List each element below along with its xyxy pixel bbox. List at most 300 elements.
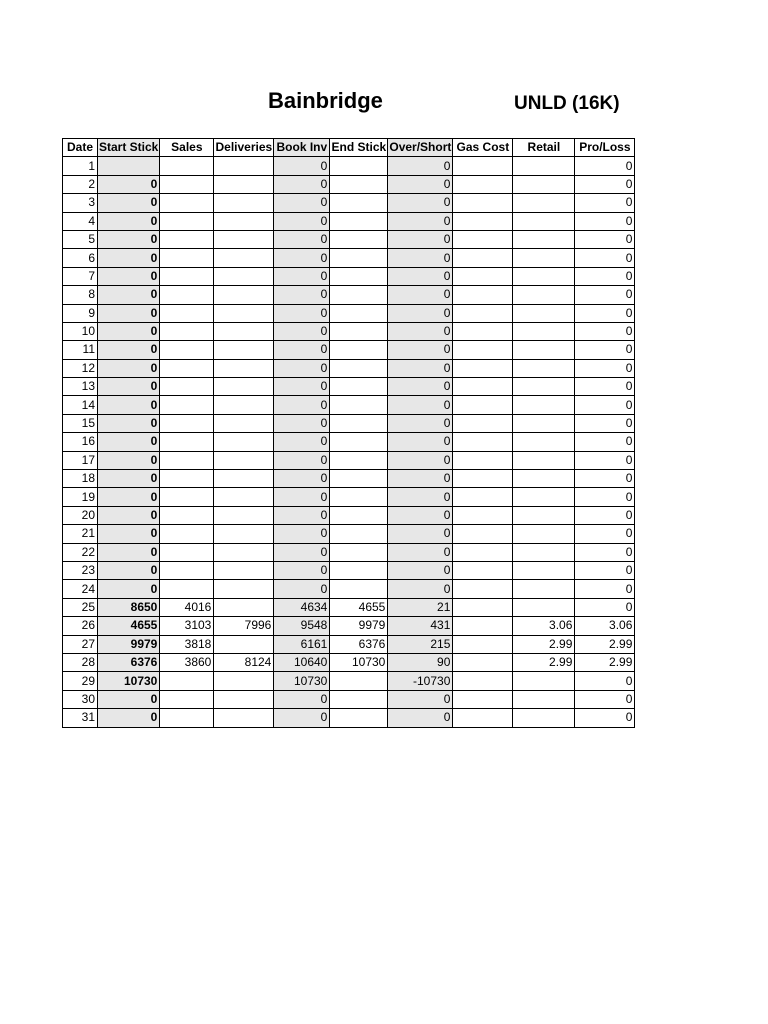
cell-start-stick: 0	[98, 561, 160, 579]
cell-gas-cost	[453, 598, 513, 616]
cell-sales	[160, 396, 214, 414]
cell-retail	[513, 341, 575, 359]
cell-deliveries	[214, 304, 274, 322]
cell-deliveries	[214, 690, 274, 708]
cell-start-stick: 0	[98, 304, 160, 322]
cell-date: 20	[63, 506, 98, 524]
cell-start-stick	[98, 157, 160, 175]
fuel-grade-label: UNLD (16K)	[514, 93, 620, 114]
cell-date: 14	[63, 396, 98, 414]
table-row	[63, 653, 635, 671]
cell-book-inv: 0	[274, 543, 330, 561]
table-row	[63, 470, 635, 488]
cell-end-stick	[330, 286, 388, 304]
cell-sales	[160, 690, 214, 708]
cell-date: 28	[63, 653, 98, 671]
cell-book-inv: 0	[274, 157, 330, 175]
header-row	[63, 139, 635, 157]
table-row	[63, 598, 635, 616]
cell-book-inv: 10730	[274, 672, 330, 690]
table-row	[63, 488, 635, 506]
cell-end-stick	[330, 194, 388, 212]
cell-end-stick	[330, 543, 388, 561]
cell-start-stick: 0	[98, 525, 160, 543]
cell-retail	[513, 267, 575, 285]
cell-gas-cost	[453, 304, 513, 322]
cell-gas-cost	[453, 433, 513, 451]
cell-gas-cost	[453, 451, 513, 469]
cell-over-short: 0	[388, 506, 453, 524]
cell-book-inv: 0	[274, 249, 330, 267]
cell-book-inv: 0	[274, 378, 330, 396]
cell-sales	[160, 561, 214, 579]
cell-start-stick: 8650	[98, 598, 160, 616]
table-row	[63, 433, 635, 451]
cell-deliveries	[214, 525, 274, 543]
cell-end-stick	[330, 304, 388, 322]
cell-pro-loss: 0	[575, 488, 635, 506]
cell-sales: 3818	[160, 635, 214, 653]
cell-sales	[160, 286, 214, 304]
cell-gas-cost	[453, 525, 513, 543]
cell-gas-cost	[453, 690, 513, 708]
cell-end-stick	[330, 690, 388, 708]
cell-sales	[160, 212, 214, 230]
cell-retail	[513, 580, 575, 598]
cell-retail	[513, 598, 575, 616]
cell-sales	[160, 304, 214, 322]
cell-start-stick: 0	[98, 230, 160, 248]
cell-pro-loss: 0	[575, 470, 635, 488]
cell-end-stick	[330, 525, 388, 543]
cell-end-stick: 6376	[330, 635, 388, 653]
cell-date: 8	[63, 286, 98, 304]
cell-gas-cost	[453, 543, 513, 561]
cell-over-short: 0	[388, 709, 453, 727]
cell-gas-cost	[453, 249, 513, 267]
cell-book-inv: 6161	[274, 635, 330, 653]
cell-deliveries	[214, 414, 274, 432]
cell-pro-loss: 0	[575, 580, 635, 598]
cell-over-short: 215	[388, 635, 453, 653]
cell-date: 15	[63, 414, 98, 432]
cell-gas-cost	[453, 672, 513, 690]
cell-pro-loss: 0	[575, 433, 635, 451]
table-row	[63, 267, 635, 285]
cell-deliveries	[214, 488, 274, 506]
cell-book-inv: 0	[274, 506, 330, 524]
cell-start-stick: 0	[98, 414, 160, 432]
cell-retail	[513, 304, 575, 322]
cell-book-inv: 0	[274, 212, 330, 230]
cell-over-short: 0	[388, 580, 453, 598]
cell-deliveries	[214, 709, 274, 727]
cell-retail	[513, 506, 575, 524]
header-book-inv: Book Inv	[274, 139, 330, 157]
cell-gas-cost	[453, 580, 513, 598]
cell-deliveries	[214, 322, 274, 340]
cell-gas-cost	[453, 230, 513, 248]
cell-sales: 4016	[160, 598, 214, 616]
cell-over-short: 0	[388, 230, 453, 248]
table-row	[63, 359, 635, 377]
table-row	[63, 396, 635, 414]
cell-sales	[160, 433, 214, 451]
cell-start-stick: 0	[98, 359, 160, 377]
cell-over-short: 0	[388, 690, 453, 708]
cell-pro-loss: 0	[575, 212, 635, 230]
cell-over-short: 0	[388, 322, 453, 340]
cell-date: 2	[63, 175, 98, 193]
cell-end-stick	[330, 672, 388, 690]
cell-end-stick	[330, 378, 388, 396]
cell-gas-cost	[453, 212, 513, 230]
cell-sales	[160, 525, 214, 543]
cell-retail	[513, 396, 575, 414]
cell-over-short: 0	[388, 470, 453, 488]
cell-start-stick: 0	[98, 249, 160, 267]
cell-deliveries	[214, 561, 274, 579]
cell-date: 16	[63, 433, 98, 451]
cell-over-short: 0	[388, 543, 453, 561]
cell-pro-loss: 0	[575, 598, 635, 616]
cell-end-stick	[330, 488, 388, 506]
cell-date: 19	[63, 488, 98, 506]
cell-date: 10	[63, 322, 98, 340]
cell-deliveries	[214, 396, 274, 414]
cell-book-inv: 0	[274, 341, 330, 359]
cell-book-inv: 0	[274, 580, 330, 598]
cell-book-inv: 0	[274, 525, 330, 543]
cell-sales	[160, 414, 214, 432]
cell-deliveries	[214, 157, 274, 175]
cell-gas-cost	[453, 322, 513, 340]
cell-start-stick: 0	[98, 543, 160, 561]
cell-sales	[160, 230, 214, 248]
cell-retail	[513, 378, 575, 396]
cell-retail	[513, 470, 575, 488]
cell-pro-loss: 0	[575, 157, 635, 175]
cell-retail	[513, 175, 575, 193]
cell-start-stick: 0	[98, 378, 160, 396]
cell-book-inv: 0	[274, 194, 330, 212]
cell-over-short: 0	[388, 525, 453, 543]
header-end-stick: End Stick	[330, 139, 388, 157]
cell-over-short: 0	[388, 451, 453, 469]
cell-end-stick	[330, 341, 388, 359]
cell-deliveries	[214, 286, 274, 304]
cell-deliveries	[214, 175, 274, 193]
cell-pro-loss: 0	[575, 286, 635, 304]
cell-over-short: 0	[388, 341, 453, 359]
cell-retail	[513, 561, 575, 579]
cell-deliveries	[214, 635, 274, 653]
header-sales: Sales	[160, 139, 214, 157]
cell-sales	[160, 543, 214, 561]
cell-pro-loss: 0	[575, 525, 635, 543]
cell-start-stick: 9979	[98, 635, 160, 653]
cell-gas-cost	[453, 286, 513, 304]
cell-retail	[513, 525, 575, 543]
cell-over-short: 0	[388, 249, 453, 267]
cell-start-stick: 0	[98, 194, 160, 212]
cell-gas-cost	[453, 157, 513, 175]
cell-pro-loss: 0	[575, 378, 635, 396]
cell-retail	[513, 157, 575, 175]
cell-gas-cost	[453, 378, 513, 396]
cell-pro-loss: 0	[575, 506, 635, 524]
cell-retail	[513, 488, 575, 506]
table-row	[63, 230, 635, 248]
cell-date: 26	[63, 617, 98, 635]
cell-book-inv: 0	[274, 286, 330, 304]
table-row	[63, 690, 635, 708]
cell-date: 25	[63, 598, 98, 616]
cell-over-short: 0	[388, 378, 453, 396]
cell-start-stick: 0	[98, 470, 160, 488]
table-row	[63, 543, 635, 561]
cell-over-short: 0	[388, 286, 453, 304]
cell-over-short: 0	[388, 212, 453, 230]
header-gas-cost: Gas Cost	[453, 139, 513, 157]
table-row	[63, 304, 635, 322]
cell-date: 18	[63, 470, 98, 488]
cell-start-stick: 0	[98, 433, 160, 451]
cell-retail	[513, 690, 575, 708]
cell-sales	[160, 470, 214, 488]
cell-gas-cost	[453, 267, 513, 285]
cell-pro-loss: 0	[575, 396, 635, 414]
cell-pro-loss: 3.06	[575, 617, 635, 635]
cell-sales	[160, 249, 214, 267]
cell-gas-cost	[453, 359, 513, 377]
cell-sales	[160, 580, 214, 598]
cell-end-stick	[330, 709, 388, 727]
cell-sales	[160, 157, 214, 175]
cell-retail	[513, 212, 575, 230]
cell-book-inv: 0	[274, 267, 330, 285]
cell-sales	[160, 194, 214, 212]
cell-gas-cost	[453, 488, 513, 506]
cell-end-stick: 9979	[330, 617, 388, 635]
cell-sales	[160, 709, 214, 727]
table-row	[63, 194, 635, 212]
table-row	[63, 212, 635, 230]
cell-deliveries	[214, 267, 274, 285]
table-row	[63, 561, 635, 579]
cell-date: 24	[63, 580, 98, 598]
cell-retail	[513, 230, 575, 248]
cell-pro-loss: 0	[575, 561, 635, 579]
cell-retail: 3.06	[513, 617, 575, 635]
cell-pro-loss: 0	[575, 709, 635, 727]
cell-over-short: 0	[388, 157, 453, 175]
cell-deliveries	[214, 506, 274, 524]
cell-date: 23	[63, 561, 98, 579]
cell-over-short: 0	[388, 396, 453, 414]
cell-end-stick	[330, 470, 388, 488]
cell-deliveries	[214, 359, 274, 377]
header-deliveries: Deliveries	[214, 139, 274, 157]
cell-book-inv: 0	[274, 175, 330, 193]
cell-date: 17	[63, 451, 98, 469]
cell-end-stick	[330, 506, 388, 524]
table-row	[63, 414, 635, 432]
cell-gas-cost	[453, 396, 513, 414]
cell-start-stick: 0	[98, 322, 160, 340]
cell-pro-loss: 0	[575, 672, 635, 690]
cell-book-inv: 10640	[274, 653, 330, 671]
cell-gas-cost	[453, 561, 513, 579]
cell-sales	[160, 672, 214, 690]
cell-date: 29	[63, 672, 98, 690]
cell-deliveries	[214, 433, 274, 451]
cell-pro-loss: 0	[575, 341, 635, 359]
cell-deliveries	[214, 194, 274, 212]
cell-end-stick	[330, 359, 388, 377]
cell-book-inv: 0	[274, 488, 330, 506]
cell-date: 11	[63, 341, 98, 359]
cell-over-short: 0	[388, 359, 453, 377]
cell-date: 27	[63, 635, 98, 653]
cell-start-stick: 0	[98, 286, 160, 304]
cell-date: 12	[63, 359, 98, 377]
cell-pro-loss: 2.99	[575, 635, 635, 653]
cell-start-stick: 0	[98, 488, 160, 506]
header-over-short: Over/Short	[388, 139, 453, 157]
cell-sales	[160, 341, 214, 359]
cell-over-short: 90	[388, 653, 453, 671]
cell-over-short: -10730	[388, 672, 453, 690]
cell-pro-loss: 0	[575, 249, 635, 267]
cell-end-stick	[330, 580, 388, 598]
cell-gas-cost	[453, 617, 513, 635]
header-date: Date	[63, 139, 98, 157]
cell-sales: 3860	[160, 653, 214, 671]
cell-retail	[513, 249, 575, 267]
cell-date: 1	[63, 157, 98, 175]
cell-retail	[513, 286, 575, 304]
cell-deliveries	[214, 598, 274, 616]
cell-gas-cost	[453, 175, 513, 193]
cell-pro-loss: 0	[575, 304, 635, 322]
cell-deliveries	[214, 230, 274, 248]
cell-deliveries	[214, 249, 274, 267]
cell-start-stick: 0	[98, 267, 160, 285]
cell-start-stick: 0	[98, 212, 160, 230]
cell-pro-loss: 0	[575, 359, 635, 377]
cell-book-inv: 0	[274, 359, 330, 377]
cell-retail	[513, 414, 575, 432]
cell-deliveries	[214, 451, 274, 469]
cell-date: 9	[63, 304, 98, 322]
table-row	[63, 635, 635, 653]
header-start-stick: Start Stick	[98, 139, 160, 157]
header-pro-loss: Pro/Loss	[575, 139, 635, 157]
inventory-table	[62, 138, 635, 728]
cell-over-short: 0	[388, 304, 453, 322]
cell-gas-cost	[453, 194, 513, 212]
cell-end-stick	[330, 175, 388, 193]
cell-retail: 2.99	[513, 653, 575, 671]
cell-book-inv: 0	[274, 230, 330, 248]
cell-start-stick: 10730	[98, 672, 160, 690]
cell-end-stick	[330, 230, 388, 248]
cell-gas-cost	[453, 653, 513, 671]
cell-sales	[160, 175, 214, 193]
cell-pro-loss: 0	[575, 414, 635, 432]
cell-end-stick	[330, 433, 388, 451]
cell-pro-loss: 0	[575, 194, 635, 212]
cell-start-stick: 0	[98, 175, 160, 193]
cell-gas-cost	[453, 341, 513, 359]
cell-end-stick	[330, 451, 388, 469]
cell-end-stick	[330, 414, 388, 432]
table-row	[63, 617, 635, 635]
cell-end-stick	[330, 396, 388, 414]
cell-book-inv: 4634	[274, 598, 330, 616]
cell-retail	[513, 322, 575, 340]
cell-deliveries	[214, 580, 274, 598]
cell-start-stick: 0	[98, 690, 160, 708]
cell-date: 3	[63, 194, 98, 212]
table-row	[63, 286, 635, 304]
cell-sales	[160, 359, 214, 377]
cell-date: 13	[63, 378, 98, 396]
cell-date: 5	[63, 230, 98, 248]
header-retail: Retail	[513, 139, 575, 157]
cell-sales	[160, 378, 214, 396]
cell-sales	[160, 267, 214, 285]
cell-start-stick: 6376	[98, 653, 160, 671]
cell-retail	[513, 451, 575, 469]
cell-date: 6	[63, 249, 98, 267]
cell-deliveries: 7996	[214, 617, 274, 635]
cell-pro-loss: 0	[575, 690, 635, 708]
cell-retail	[513, 709, 575, 727]
cell-sales	[160, 488, 214, 506]
cell-end-stick	[330, 249, 388, 267]
cell-end-stick	[330, 157, 388, 175]
cell-book-inv: 9548	[274, 617, 330, 635]
cell-date: 22	[63, 543, 98, 561]
cell-over-short: 431	[388, 617, 453, 635]
cell-sales	[160, 451, 214, 469]
cell-over-short: 0	[388, 267, 453, 285]
cell-book-inv: 0	[274, 451, 330, 469]
cell-deliveries: 8124	[214, 653, 274, 671]
cell-book-inv: 0	[274, 414, 330, 432]
cell-deliveries	[214, 378, 274, 396]
table-row	[63, 378, 635, 396]
cell-start-stick: 0	[98, 341, 160, 359]
cell-deliveries	[214, 341, 274, 359]
cell-gas-cost	[453, 414, 513, 432]
cell-over-short: 0	[388, 433, 453, 451]
cell-retail	[513, 194, 575, 212]
cell-deliveries	[214, 470, 274, 488]
cell-date: 4	[63, 212, 98, 230]
table-row	[63, 322, 635, 340]
cell-pro-loss: 0	[575, 451, 635, 469]
cell-end-stick	[330, 267, 388, 285]
cell-over-short: 0	[388, 561, 453, 579]
cell-end-stick: 10730	[330, 653, 388, 671]
cell-pro-loss: 0	[575, 267, 635, 285]
cell-over-short: 0	[388, 414, 453, 432]
table-body	[63, 157, 635, 727]
cell-start-stick: 0	[98, 580, 160, 598]
